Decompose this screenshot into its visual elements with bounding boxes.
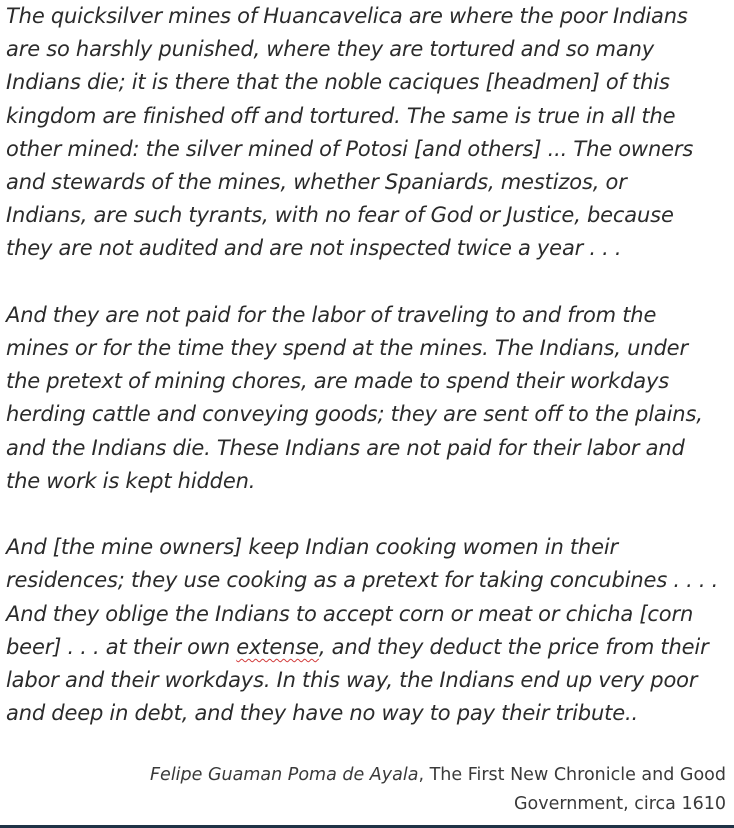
text-line: The quicksilver mines of Huancavelica are where the poor Indians <box>6 4 688 28</box>
text-line: herding cattle and conveying goods; they are sent off to the plains, <box>6 402 703 427</box>
text-line: and stewards of the mines, whether Spaniards, mestizos, or <box>6 170 627 195</box>
paragraph-3 <box>6 531 730 730</box>
text-line: And they oblige the Indians to accept corn or meat or chicha [corn <box>6 601 694 626</box>
paragraph-2 <box>6 299 730 498</box>
text-line: and the Indians die. These Indians are not paid for their labor and <box>6 435 685 460</box>
text-line: they are not audited and are not inspected twice a year . . . <box>6 236 622 261</box>
text-segment: beer] . . . at their own <box>6 634 237 659</box>
text-line: residences; they use cooking as a pretext for taking concubines . . . . <box>6 568 719 593</box>
paragraph-1 <box>6 0 730 266</box>
text-line-with-flagged-word <box>6 631 730 664</box>
citation-author: Felipe Guaman Poma de Ayala <box>149 765 419 785</box>
text-segment: , and they deduct the price from their <box>318 634 709 659</box>
source-citation <box>86 761 726 818</box>
text-line: the work is kept hidden. <box>6 468 256 493</box>
text-line: and deep in debt, and they have no way to pay their tribute.. <box>6 701 639 726</box>
citation-line-1 <box>86 761 726 790</box>
text-line: kingdom are finished off and tortured. The same is true in all the <box>6 103 676 128</box>
document-passage <box>6 0 730 730</box>
citation-line-2: Government, circa 1610 <box>514 793 726 814</box>
text-line: the pretext of mining chores, are made to spend their workdays <box>6 369 670 394</box>
text-line: mines or for the time they spend at the mines. The Indians, under <box>6 336 688 361</box>
text-line: And they are not paid for the labor of traveling to and from the <box>6 302 657 327</box>
spellcheck-flagged-word[interactable]: extense <box>236 634 319 659</box>
text-line: And [the mine owners] keep Indian cooking women in their <box>6 535 619 560</box>
text-line: Indians die; it is there that the noble caciques [headmen] of this <box>6 70 670 95</box>
text-line: labor and their workdays. In this way, the Indians end up very poor <box>6 668 698 693</box>
citation-separator: , <box>418 765 430 785</box>
text-line: other mined: the silver mined of Potosi [and others] ... The owners <box>6 136 694 161</box>
citation-work-title: The First New Chronicle and Good <box>429 765 726 785</box>
text-line: are so harshly punished, where they are tortured and so many <box>6 37 655 62</box>
text-line: Indians, are such tyrants, with no fear of God or Justice, because <box>6 203 674 228</box>
